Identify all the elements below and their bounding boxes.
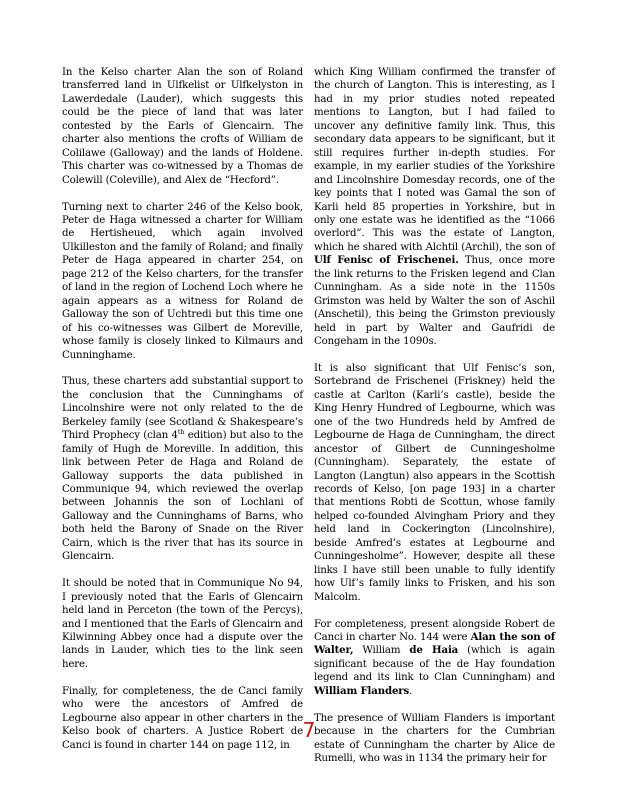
paragraph-william-flanders: The presence of William Flanders is important because in the charters for the Cumbrian estate of Cunningham the charter by Alice de Rumelli, who was in 1134 the primary heir for: [314, 712, 555, 765]
paragraph-church-of-langton: [314, 66, 555, 349]
bold-name: William Flanders: [314, 684, 410, 697]
paragraph-communique-94: It should be noted that in Communique No 94, I previously noted that the Earls of Glencairn held land in Perceton (the town of the Percys), and I mentioned that the Earls of Glencairn and Kilwinning Abbey once had a dispute over the lands in Lauder, which ties to the link seen here.: [62, 578, 303, 670]
paragraph-kelso-charter-alan: In the Kelso charter Alan the son of Roland transferred land in Ulfkelist or Ulfkelyston in Lawerdedale (Lauder), which suggests this could be the piece of land that was later contested by the Earls of Glencairn. The charter also mentions the crofts of William de Colilawe (Galloway) and the lands of Holdene. This charter was co-witnessed by a Thomas de Colewill (Coleville), and Alex de “Hecford”.: [62, 67, 303, 186]
left-column: [62, 66, 303, 752]
paragraph-text: Thus, these charters add substantial support to the conclusion that the Cunninghams of Lincolnshire were not only related to the de Berkeley family (see Scotland & Shakespeare’s Third Prophecy (clan 4: [62, 376, 303, 442]
paragraph-text: .: [409, 685, 413, 697]
paragraph-text: For completeness, present alongside Robert de Canci in charter No. 144 were: [314, 618, 555, 643]
paragraph-charter-246: Turning next to charter 246 of the Kelso book, Peter de Haga witnessed a charter for William de Hertisheued, which again involved Ulkilleston and the family of Roland; and finally Peter de Haga appeared in charter 254, on page 212 of the Kelso charters, for the transfer of land in the region of Lochend Loch where he again appears as a witness for Roland de Galloway the son of Uchtredi but this time one of his co-witnesses was Gilbert de Moreville, whose family is closely linked to Kilmaurs and Cunninghame.: [62, 201, 303, 361]
superscript-ordinal: th: [177, 428, 185, 437]
paragraph-text: (which is again significant because of the de Hay foundation legend and its link to Clan Cunningham) and: [314, 645, 555, 684]
paragraph-ulf-fenisc-son: It is also significant that Ulf Fenisc’s son, Sortebrand de Frischenei (Friskney) held the castle at Carlton (Karli’s castle), beside the King Henry Hundred of Legbourne, which was one of the two Hundreds held by Amfred de Legbourne de Haga de Cunningham, the direct ancestor of Gilbert de Cunningesholme (Cunningham). Separately, the estate of Langton (Langtun) also appears in the Scottish records of Kelso, [on page 193] in a charter that mentions Robti de Scottun, whose family helped co-founded Alvingham Priory and they held land in Cockerington (Lincolnshire), beside Amfred’s estates at Legbourne and Cunningesholme”. However, despite all these links I have still been unable to fully identify how Ulf’s family links to Frisken, and his son Malcolm.: [314, 362, 555, 603]
paragraph-de-canci-family: Finally, for completeness, the de Canci family who were the ancestors of Amfred de Legbourne also appear in other charters in the Kelso book of charters. A Justice Robert de Canci is found in charter 144 on page 112, in: [62, 685, 303, 751]
paragraph-charter-144-witnesses: [314, 618, 555, 699]
bold-name: de Haia: [409, 644, 459, 657]
bold-name: Alan the son of Walter,: [314, 631, 555, 657]
page-number: 7: [302, 718, 316, 742]
right-column: [314, 66, 555, 766]
bold-name: Ulf Fenisc of Frischenei.: [314, 254, 459, 267]
paragraph-text: edition) but also to the family of Hugh de Moreville. In addition, this link between Peter de Haga and Roland de Galloway supports the data published in Communique 94, which reviewed the overlap between Johannis the son of Lochlani of Galloway and the Cunninghams of Barns, who both held the Barony of Snade on the River Cairn, which is the river that has its source in Glencairn.: [62, 430, 303, 563]
paragraph-text: Thus, once more the link returns to the Frisken legend and Clan Cunningham. As a side note in the 1150s Grimston was held by Walter the son of Aschil (Anschetil), this being the Grimston previously held in part by Walter and Gaufridi de Congeham in the 1090s.: [314, 255, 555, 348]
paragraph-charters-support: [62, 375, 303, 563]
paragraph-text: which King William confirmed the transfer of the church of Langton. This is interesting, as I had in my prior studies noted repeated mentions to Langton, but I had failed to uncover any definitive family link. Thus, this secondary data appears to be significant, but it still requires further in-depth studies. For example, in my earlier studies of the Yorkshire and Lincolnshire Domesday records, one of the key points that I noted was Gamal the son of Karli held 85 properties in Yorkshire, but in only one estate was he identified as the “1066 overlord”. This was the estate of Langton, which he shared with Alchtil (Archil), the son of: [314, 67, 555, 253]
paragraph-text: William: [353, 645, 410, 657]
